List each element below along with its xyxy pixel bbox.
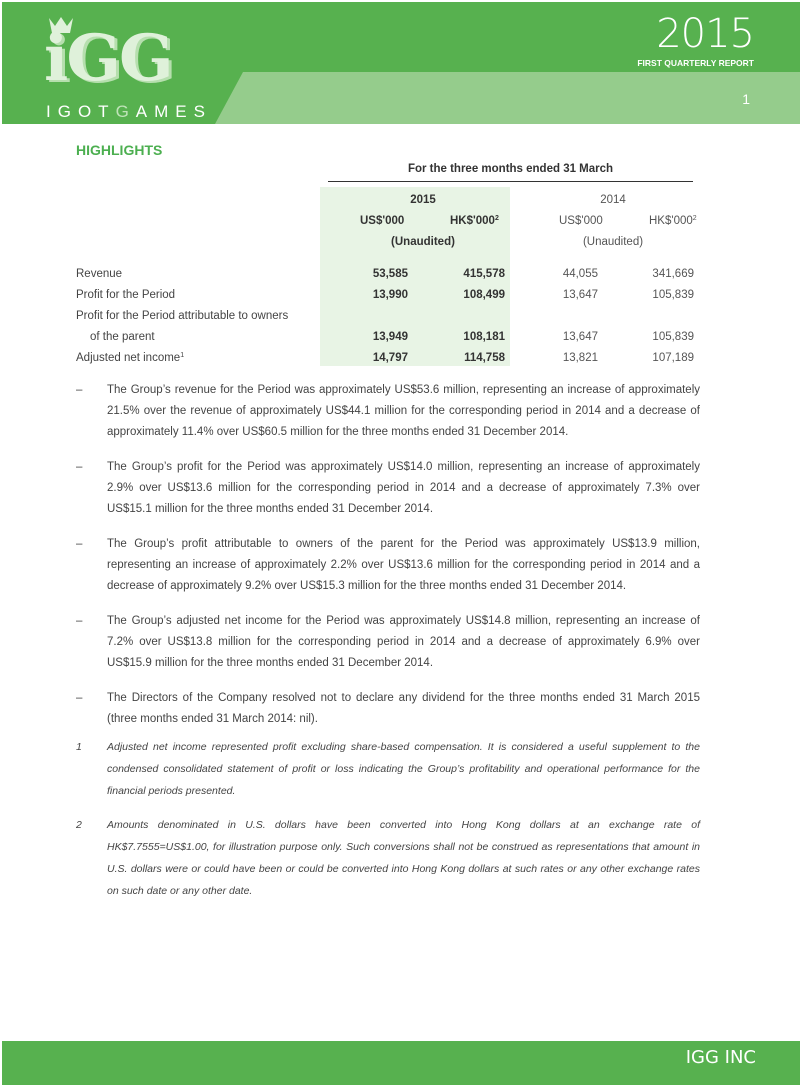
dash-marker: –	[76, 615, 83, 627]
dash-marker: –	[76, 384, 83, 396]
bullet-text: The Group’s profit attributable to owners of the parent for the Period was approximately US$13.9 million, representing an increase of approximately 2.2% over US$13.6 million for the corresponding period in 2014 and a decrease of approximately 9.2% over US$15.3 million for the three months ended 31 December 2014.	[107, 538, 700, 592]
row-label	[76, 352, 184, 364]
row-label: Revenue	[76, 268, 123, 280]
logo-tagline	[46, 102, 212, 122]
bullet-text: The Group’s revenue for the Period was approximately US$53.6 million, representing an increase of approximately 21.5% over the revenue of approximately US$44.1 million for the corresponding period in 2014 and a decrease of approximately 11.4% over US$60.5 million for the three months ended 31 December 2014.	[107, 384, 700, 438]
footnote-text: Adjusted net income represented profit excluding share-based compensation. It is considered a useful supplement to the condensed consolidated statement of profit or loss indicating the Group’s profitability and operational performance for the financial periods presented.	[107, 741, 700, 797]
table-row	[76, 268, 698, 289]
section-title: HIGHLIGHTS	[76, 142, 163, 158]
page-number: 1	[742, 91, 750, 107]
cell-value: 44,055	[562, 268, 598, 280]
bullet-item	[76, 457, 700, 520]
company-name: IGG INC	[685, 1047, 756, 1068]
igg-logo	[44, 16, 214, 121]
currency-header	[559, 215, 603, 227]
cell-value: 341,669	[652, 268, 694, 280]
logo-letters: iGG	[44, 21, 172, 96]
dash-marker: –	[76, 538, 83, 550]
cell-value: 13,990	[372, 289, 408, 301]
currency-label: US$'000	[559, 215, 603, 227]
footnote-item	[76, 814, 700, 902]
row-label: Profit for the Period attributable to owners	[76, 310, 289, 322]
footnote-number: 1	[76, 741, 82, 753]
currency-label: US$'000	[360, 215, 405, 227]
cell-value: 14,797	[372, 352, 408, 364]
tagline-part: IGOT	[46, 102, 116, 121]
cell-value: 53,585	[372, 268, 408, 280]
period-heading: For the three months ended 31 March	[328, 163, 693, 182]
bullet-item	[76, 611, 700, 674]
audit-status: (Unaudited)	[582, 236, 644, 248]
audit-status: (Unaudited)	[391, 236, 455, 248]
footnote-number: 2	[76, 819, 82, 831]
cell-value: 107,189	[652, 352, 694, 364]
footnote-ref: 2	[494, 215, 499, 222]
currency-label: HK$'000	[649, 215, 693, 227]
row-label: Profit for the Period	[76, 289, 176, 301]
currency-header	[450, 215, 499, 227]
year-header-2015: 2015	[410, 194, 436, 206]
report-year: 2015	[656, 11, 754, 57]
currency-header	[649, 215, 697, 227]
page-footer	[2, 1041, 800, 1085]
tagline-part: AMES	[135, 102, 212, 121]
report-title: FIRST QUARTERLY REPORT	[637, 58, 754, 68]
cell-value: 114,758	[464, 352, 505, 364]
cell-value: 105,839	[652, 289, 694, 301]
cell-value: 13,949	[372, 331, 408, 343]
dash-marker: –	[76, 461, 83, 473]
bullet-text: The Directors of the Company resolved not to declare any dividend for the three months ended 31 March 2015 (three months ended 31 March 2014: nil).	[107, 692, 700, 725]
dash-marker: –	[76, 692, 83, 704]
currency-header	[360, 215, 404, 227]
footnote-ref: 2	[692, 215, 697, 222]
cell-value: 13,821	[562, 352, 598, 364]
footnote-item	[76, 736, 700, 802]
bullet-text: The Group’s adjusted net income for the Period was approximately US$14.8 million, representing an increase of 7.2% over US$13.8 million for the corresponding period in 2014 and a decrease of approximately 6.9% over US$15.9 million for the three months ended 31 December 2014.	[107, 615, 700, 669]
cell-value: 13,647	[562, 331, 598, 343]
currency-label: HK$'000	[450, 215, 495, 227]
table-row	[76, 331, 698, 352]
cell-value: 105,839	[652, 331, 694, 343]
footnote-ref: 1	[180, 352, 185, 359]
cell-value: 415,578	[463, 268, 505, 280]
table-row	[76, 289, 698, 310]
footnotes	[76, 736, 700, 914]
highlight-bullets	[76, 380, 700, 744]
bullet-item	[76, 688, 700, 730]
cell-value: 13,647	[562, 289, 598, 301]
cell-value: 108,181	[463, 331, 505, 343]
cell-value: 108,499	[463, 289, 505, 301]
page-header	[2, 2, 800, 124]
bullet-item	[76, 380, 700, 443]
bullet-item	[76, 534, 700, 597]
row-label-text: Adjusted net income	[76, 352, 181, 364]
footnote-text: Amounts denominated in U.S. dollars have been converted into Hong Kong dollars at an exchange rate of HK$7.7555=US$1.00, for illustration purpose only. Such conversions shall not be construed as representations that amount in U.S. dollars were or could have been or could be converted into Hong Kong dollars at such rates or any other exchange rates on such date or any other date.	[107, 819, 700, 897]
bullet-text: The Group’s profit for the Period was approximately US$14.0 million, representing an increase of approximately 2.9% over US$13.6 million for the corresponding period in 2014 and a decrease of approximately 7.3% over US$15.1 million for the three months ended 31 December 2014.	[107, 461, 700, 515]
year-header-2014: 2014	[600, 194, 626, 206]
table-row	[76, 310, 698, 331]
row-label: of the parent	[90, 331, 155, 343]
tagline-g: G	[115, 102, 136, 121]
table-row	[76, 352, 698, 373]
header-light-band	[215, 72, 800, 124]
